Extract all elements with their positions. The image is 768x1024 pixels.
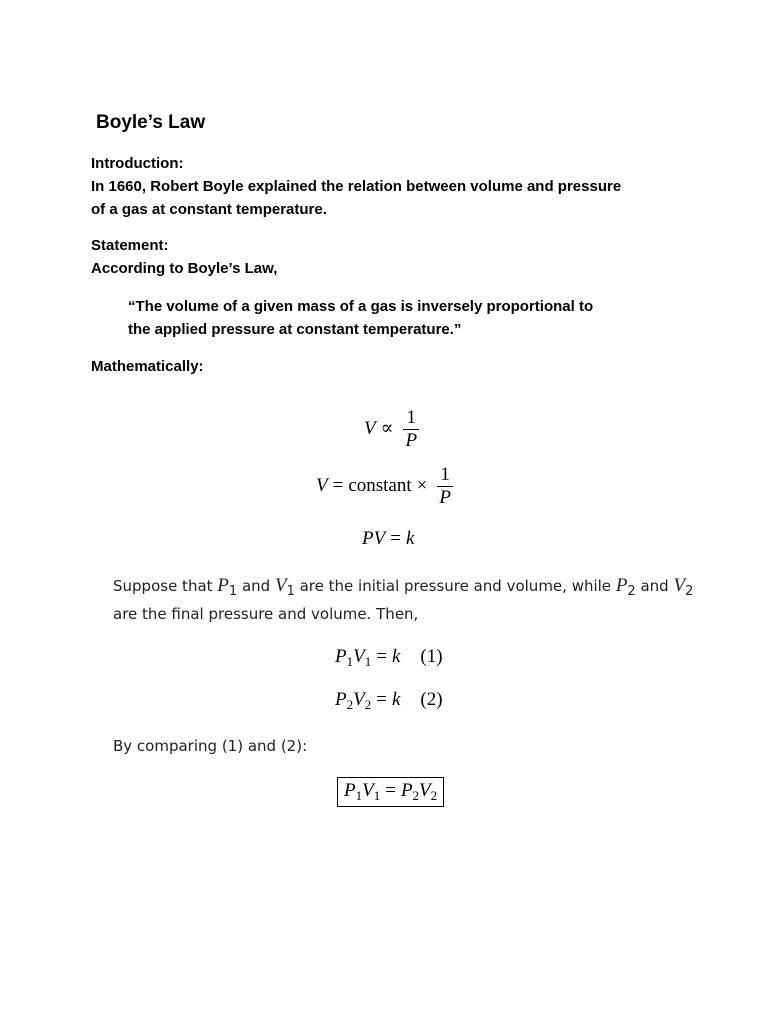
suppose-text-2: and — [237, 577, 275, 595]
symbol-v2: V — [673, 575, 686, 596]
eq2-equals: = — [332, 474, 344, 496]
final-v1: V — [362, 780, 374, 801]
introduction-line-2: of a gas at constant temperature. — [91, 201, 327, 218]
symbol-p2: P — [615, 575, 628, 596]
eq1-lhs: V — [364, 417, 376, 439]
symbol-v1-subscript: 1 — [286, 584, 295, 599]
introduction-heading: Introduction: — [91, 155, 184, 172]
final-equals: = — [385, 780, 396, 801]
eq-b-rhs: k — [391, 689, 401, 710]
quote-line-2: the applied pressure at constant temperature.” — [128, 321, 462, 338]
eq2-denominator: P — [439, 487, 451, 508]
eq-a-p-sub: 1 — [346, 654, 354, 669]
eq1-op: ∝ — [380, 417, 394, 439]
quote-line-1: “The volume of a given mass of a gas is inversely proportional to — [128, 298, 594, 315]
page-title: Boyle’s Law — [96, 112, 206, 133]
eq-b-p: P — [335, 689, 347, 710]
suppose-text-3: are the initial pressure and volume, while — [294, 577, 616, 595]
eq-a-v: V — [353, 646, 365, 667]
eq-a-rhs: k — [391, 646, 401, 667]
eq-b-tag: (2) — [420, 689, 443, 710]
equation-1 — [335, 646, 443, 670]
final-p1: P — [344, 780, 356, 801]
final-v2-sub: 2 — [430, 788, 438, 803]
mathematically-heading: Mathematically: — [91, 358, 204, 375]
eq2-word: constant — [348, 474, 412, 496]
final-p2-sub: 2 — [412, 788, 420, 803]
statement-line: According to Boyle’s Law, — [91, 260, 278, 277]
eq1-denominator: P — [405, 430, 418, 451]
equation-2 — [335, 689, 443, 713]
final-p1-sub: 1 — [355, 788, 363, 803]
symbol-p2-subscript: 2 — [627, 584, 636, 599]
symbol-p1-subscript: 1 — [228, 584, 238, 599]
equation-proportional — [364, 407, 419, 452]
eq2-fraction — [437, 464, 453, 509]
eq-b-p-sub: 2 — [346, 697, 354, 712]
final-equation-box — [337, 777, 444, 807]
eq-a-p: P — [335, 646, 347, 667]
introduction-line-1: In 1660, Robert Boyle explained the relation between volume and pressure — [91, 178, 622, 195]
equation-pv-k — [362, 528, 414, 550]
eq2-numerator: 1 — [440, 464, 450, 485]
symbol-p1: P — [217, 575, 229, 596]
eq3-lhs: PV — [362, 528, 386, 549]
suppose-line-1 — [113, 575, 693, 599]
suppose-line-2: are the final pressure and volume. Then, — [113, 605, 419, 623]
symbol-v2-subscript: 2 — [685, 584, 694, 599]
eq-b-v-sub: 2 — [364, 697, 372, 712]
final-p2: P — [400, 780, 413, 801]
equation-constant — [316, 464, 453, 509]
eq1-fraction — [403, 407, 419, 452]
suppose-text-4: and — [635, 577, 674, 595]
comparing-text: By comparing (1) and (2): — [113, 737, 308, 755]
eq3-equals: = — [390, 528, 401, 549]
final-v2: V — [419, 780, 431, 801]
symbol-v1: V — [274, 575, 287, 596]
final-v1-sub: 1 — [373, 788, 381, 803]
eq1-numerator: 1 — [406, 407, 417, 428]
suppose-text-1: Suppose that — [113, 577, 218, 595]
eq-a-v-sub: 1 — [364, 654, 372, 669]
statement-heading: Statement: — [91, 237, 169, 254]
eq-b-v: V — [353, 689, 365, 710]
eq-a-equals: = — [376, 646, 387, 667]
eq-a-tag: (1) — [420, 646, 443, 667]
eq2-times: × — [416, 474, 428, 496]
eq-b-equals: = — [376, 689, 387, 710]
eq2-lhs: V — [316, 474, 328, 496]
eq3-rhs: k — [405, 528, 415, 549]
